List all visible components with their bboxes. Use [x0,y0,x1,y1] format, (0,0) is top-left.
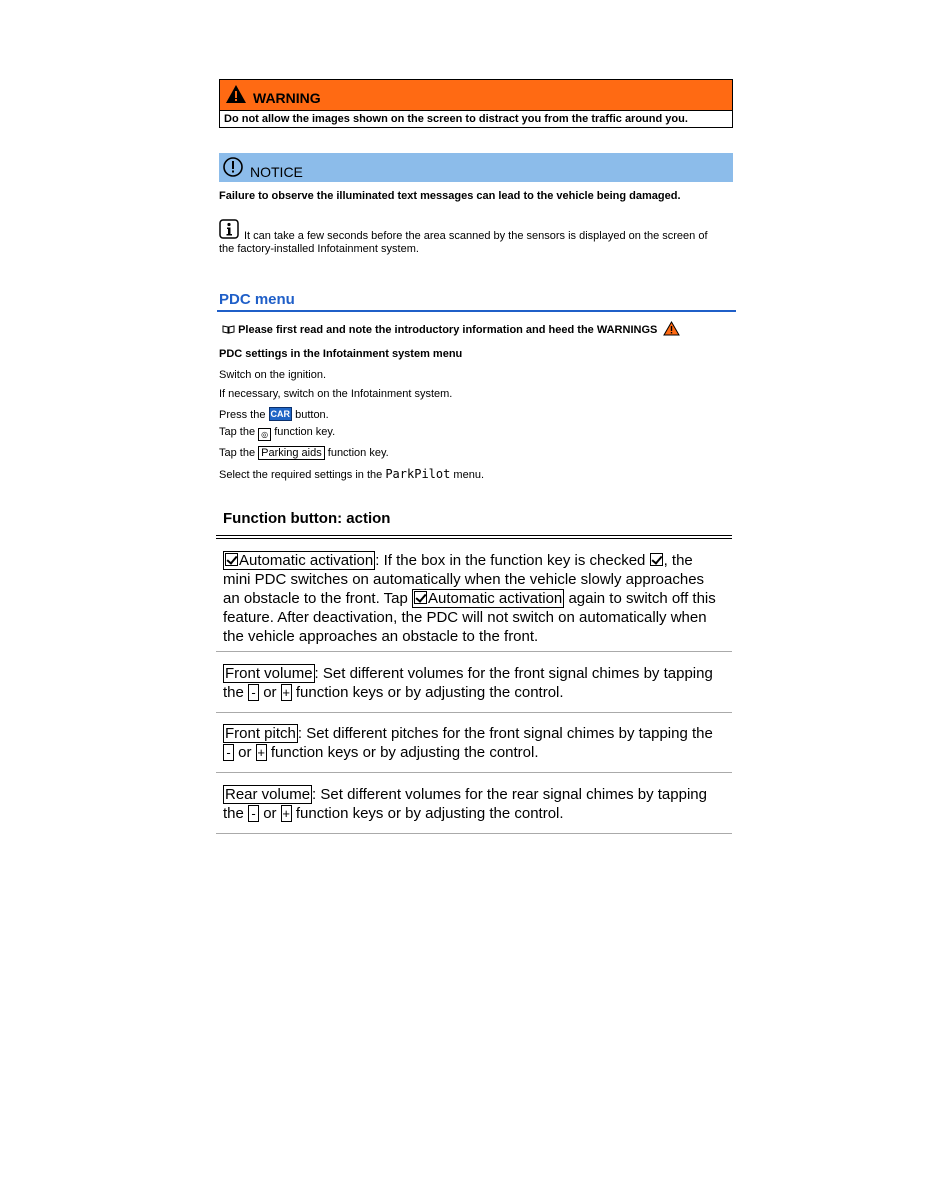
notice-text: Failure to observe the illuminated text messages can lead to the vehicle being damaged. [219,190,681,202]
row4-text-1: : Set different volumes for the rear signal chimes by tapping [312,786,707,803]
minus-key: - [248,684,259,701]
step-2: If necessary, switch on the Infotainment system. [219,388,453,400]
row-divider [216,712,732,713]
plus-key: + [282,685,291,700]
step-5 [219,447,389,459]
row3-or: or [238,744,252,761]
table-rule-top [216,535,732,536]
front-pitch-key: Front pitch [225,725,296,742]
checkbox-icon [225,553,238,566]
row2-text-1: : Set different volumes for the front signal chimes by tapping [314,665,713,682]
table-row-front-pitch [223,724,733,762]
parking-function-key-icon: ◎ [258,428,271,441]
parking-aids-key: Parking aids [258,446,325,460]
plus-key: + [282,806,291,821]
warning-small-icon [663,321,680,336]
step-4-post: function key. [274,426,336,438]
step-1: Switch on the ignition. [219,369,327,381]
section-divider [217,310,736,312]
automatic-activation-key [223,551,375,570]
table-rule-top-2 [216,538,732,539]
info-icon [219,219,239,239]
row4-text-2b: function keys or by adjusting the control. [295,805,564,822]
row2-text-2a: the [223,684,244,701]
table-row-rear-volume [223,785,733,823]
automatic-activation-key-2 [412,589,564,608]
step-3-post: button. [295,409,329,421]
row3-text-2b: function keys or by adjusting the control. [270,744,539,761]
step-4-pre: Tap the [219,426,256,438]
row4-text-2a: the [223,805,244,822]
notice-header [219,153,733,182]
step-6 [219,467,484,481]
table-heading: Function button: action [223,510,391,527]
notice-label: NOTICE [250,164,303,180]
row2-text-2b: function keys or by adjusting the control. [295,684,564,701]
minus-key: - [223,744,234,761]
warning-triangle-icon [225,84,247,104]
step-3-pre: Press the [219,409,266,421]
notice-exclamation-icon [222,156,244,178]
step-5-post: function key. [327,447,389,459]
step-5-pre: Tap the [219,447,256,459]
row1-text-2: mini PDC switches on automatically when the vehicle slowly approaches [223,571,705,588]
warning-text: Do not allow the images shown on the screen to distract you from the traffic around you. [224,113,688,125]
front-volume-key: Front volume [225,665,313,682]
row1-text-3a: an obstacle to the front. Tap [223,590,408,607]
row-divider [216,833,732,834]
row1-text-1: : If the box in the function key is checked [375,552,646,569]
step-4 [219,426,335,441]
row-divider [216,772,732,773]
intro-text: Please first read and note the introductory information and heed the WARNINGS [238,324,658,336]
step-3 [219,407,329,421]
step-6-pre: Select the required settings in the [219,469,383,481]
warning-header [220,80,732,111]
checkbox-icon-2 [414,591,427,604]
minus-key: - [248,805,259,822]
row4-or: or [263,805,277,822]
row1-text-1b: , the [663,552,693,569]
plus-key: + [257,745,265,760]
parkpilot-menu-name: ParkPilot [385,467,451,481]
info-text-line1: It can take a few seconds before the area scanned by the sensors is displayed on the screen of [244,230,708,242]
warning-label: WARNING [253,90,321,106]
row1-text-5: the vehicle approaches an obstacle to the front. [223,628,539,645]
warning-box [219,79,733,128]
intro-note [219,321,680,336]
book-icon [222,325,235,334]
rear-volume-key: Rear volume [225,786,311,803]
section-title: PDC menu [219,291,295,308]
car-button: CAR [270,409,291,419]
row3-text-1: : Set different pitches for the front signal chimes by tapping the [297,725,713,742]
checkbox-checked-icon [650,553,663,566]
table-row-automatic-activation [223,551,733,646]
row-divider [216,651,732,652]
table-row-front-volume [223,664,733,702]
row1-text-3b: again to switch off this [568,590,716,607]
row1-text-4: feature. After deactivation, the PDC will not switch on automatically when [223,609,707,626]
step-6-post: menu. [453,469,484,481]
automatic-activation-label-2: Automatic activation [428,590,563,607]
settings-heading: PDC settings in the Infotainment system menu [219,348,463,360]
row2-or: or [263,684,277,701]
automatic-activation-label: Automatic activation [239,552,374,569]
info-text-line2: the factory-installed Infotainment system. [219,243,419,255]
